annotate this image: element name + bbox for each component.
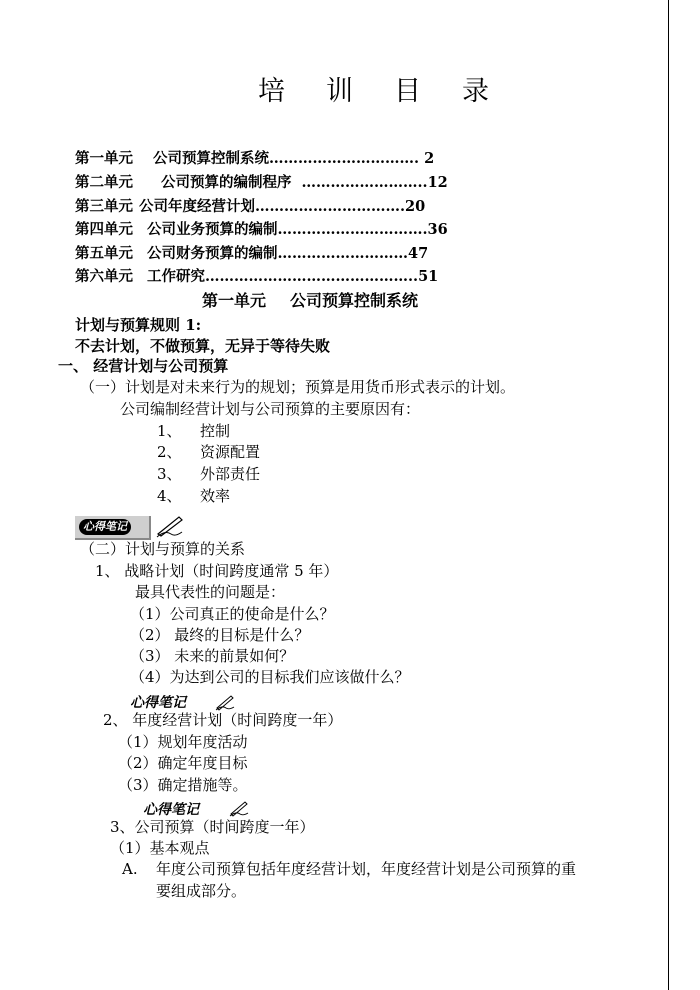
sub-heading-1: （一）计划是对未来行为的规划；预算是用货币形式表示的计划。 xyxy=(80,378,516,396)
page-title: 培 训 目 录 xyxy=(258,76,506,107)
list-item xyxy=(157,445,182,460)
section-topic: 公司预算控制系统 xyxy=(290,291,419,310)
part1-heading: 一、 经营计划与公司预算 xyxy=(58,357,229,375)
toc-topic: 公司年度经营计划 xyxy=(139,198,255,215)
toc-page: 47 xyxy=(408,245,429,262)
point-a-line1: 年度公司预算包括年度经营计划，年度经营计划是公司预算的重 xyxy=(156,860,577,878)
pen-icon xyxy=(214,693,236,711)
toc-leader: ……………………… xyxy=(277,245,408,262)
strategic-intro: 最具代表性的问题是： xyxy=(135,583,286,601)
point-a-line2: 要组成部分。 xyxy=(156,882,247,900)
toc-entry[interactable] xyxy=(75,223,448,238)
budget-heading: 3、公司预算（时间跨度一年） xyxy=(110,818,315,836)
list-item-text: 效率 xyxy=(200,487,231,505)
list-item-text: 外部责任 xyxy=(200,465,261,483)
toc-leader: ………………………… xyxy=(269,150,414,167)
toc-entry[interactable] xyxy=(75,270,438,285)
pen-icon xyxy=(228,799,250,817)
toc-unit: 第六单元 xyxy=(75,268,133,285)
toc-unit: 第五单元 xyxy=(75,245,133,262)
section-heading xyxy=(202,293,418,309)
toc-page: .36 xyxy=(422,221,448,238)
toc-entry[interactable] xyxy=(75,152,434,167)
toc-page: . 2 xyxy=(414,150,435,167)
notes-label: 心得笔记 xyxy=(143,802,199,818)
toc-topic: 公司预算控制系统 xyxy=(153,150,269,167)
annual-item: （1）规划年度活动 xyxy=(118,733,248,751)
rule-text: 不去计划，不做预算，无异于等待失败 xyxy=(75,337,331,355)
list-item xyxy=(157,467,182,482)
toc-leader: ………………………… xyxy=(277,221,423,238)
rule-label: 计划与预算规则 1: xyxy=(75,316,202,334)
notes-badge-label: 心得笔记 xyxy=(79,519,131,535)
toc-topic: 公司业务预算的编制 xyxy=(147,221,278,238)
pen-icon xyxy=(155,512,185,538)
toc-page: ..51 xyxy=(408,268,439,285)
strategic-heading: 1、 战略计划（时间跨度通常 5 年） xyxy=(95,562,339,580)
annual-item: （3）确定措施等。 xyxy=(118,776,248,794)
annual-item: （2）确定年度目标 xyxy=(118,754,248,772)
question-item: （3） 未来的前景如何？ xyxy=(130,647,295,665)
list-item xyxy=(157,489,182,504)
notes-badge xyxy=(75,516,151,540)
notes-label: 心得笔记 xyxy=(130,695,186,711)
annual-heading: 2、 年度经营计划（时间跨度一年） xyxy=(103,711,343,729)
toc-unit: 第四单元 xyxy=(75,221,133,238)
toc-page: .20 xyxy=(400,198,426,215)
toc-leader: ………………………… xyxy=(255,198,400,215)
toc-topic: 工作研究 xyxy=(147,268,205,285)
toc-unit: 第二单元 xyxy=(75,174,133,191)
page-right-border xyxy=(668,0,669,990)
toc-page: ..12 xyxy=(417,174,448,191)
list-item-text: 资源配置 xyxy=(200,443,261,461)
toc-entry[interactable] xyxy=(75,200,425,215)
toc-entry[interactable] xyxy=(75,176,448,191)
budget-basic: （1）基本观点 xyxy=(110,839,210,857)
point-a-label: A. xyxy=(122,860,138,878)
toc-leader: …………………………………… xyxy=(205,268,408,285)
toc-topic: 公司财务预算的编制 xyxy=(147,245,278,262)
list-item-text: 控制 xyxy=(200,422,231,440)
toc-leader: …………………… xyxy=(301,174,418,191)
toc-unit: 第一单元 xyxy=(75,150,133,167)
list-num: 2、 xyxy=(157,443,182,461)
toc-unit: 第三单元 xyxy=(75,198,133,215)
toc-topic: 公司预算的编制程序 xyxy=(161,174,292,191)
question-item: （2） 最终的目标是什么？ xyxy=(130,626,310,644)
list-num: 3、 xyxy=(157,465,182,483)
list-num: 1、 xyxy=(157,422,182,440)
list-item xyxy=(157,424,182,439)
section-unit: 第一单元 xyxy=(202,291,267,310)
question-item: （1）公司真正的使命是什么？ xyxy=(130,605,335,623)
reasons-intro: 公司编制经营计划与公司预算的主要原因有： xyxy=(120,400,421,418)
question-item: （4）为达到公司的目标我们应该做什么？ xyxy=(130,668,410,686)
sub-heading-2: （二）计划与预算的关系 xyxy=(80,540,246,558)
toc-entry[interactable] xyxy=(75,247,428,262)
list-num: 4、 xyxy=(157,487,182,505)
